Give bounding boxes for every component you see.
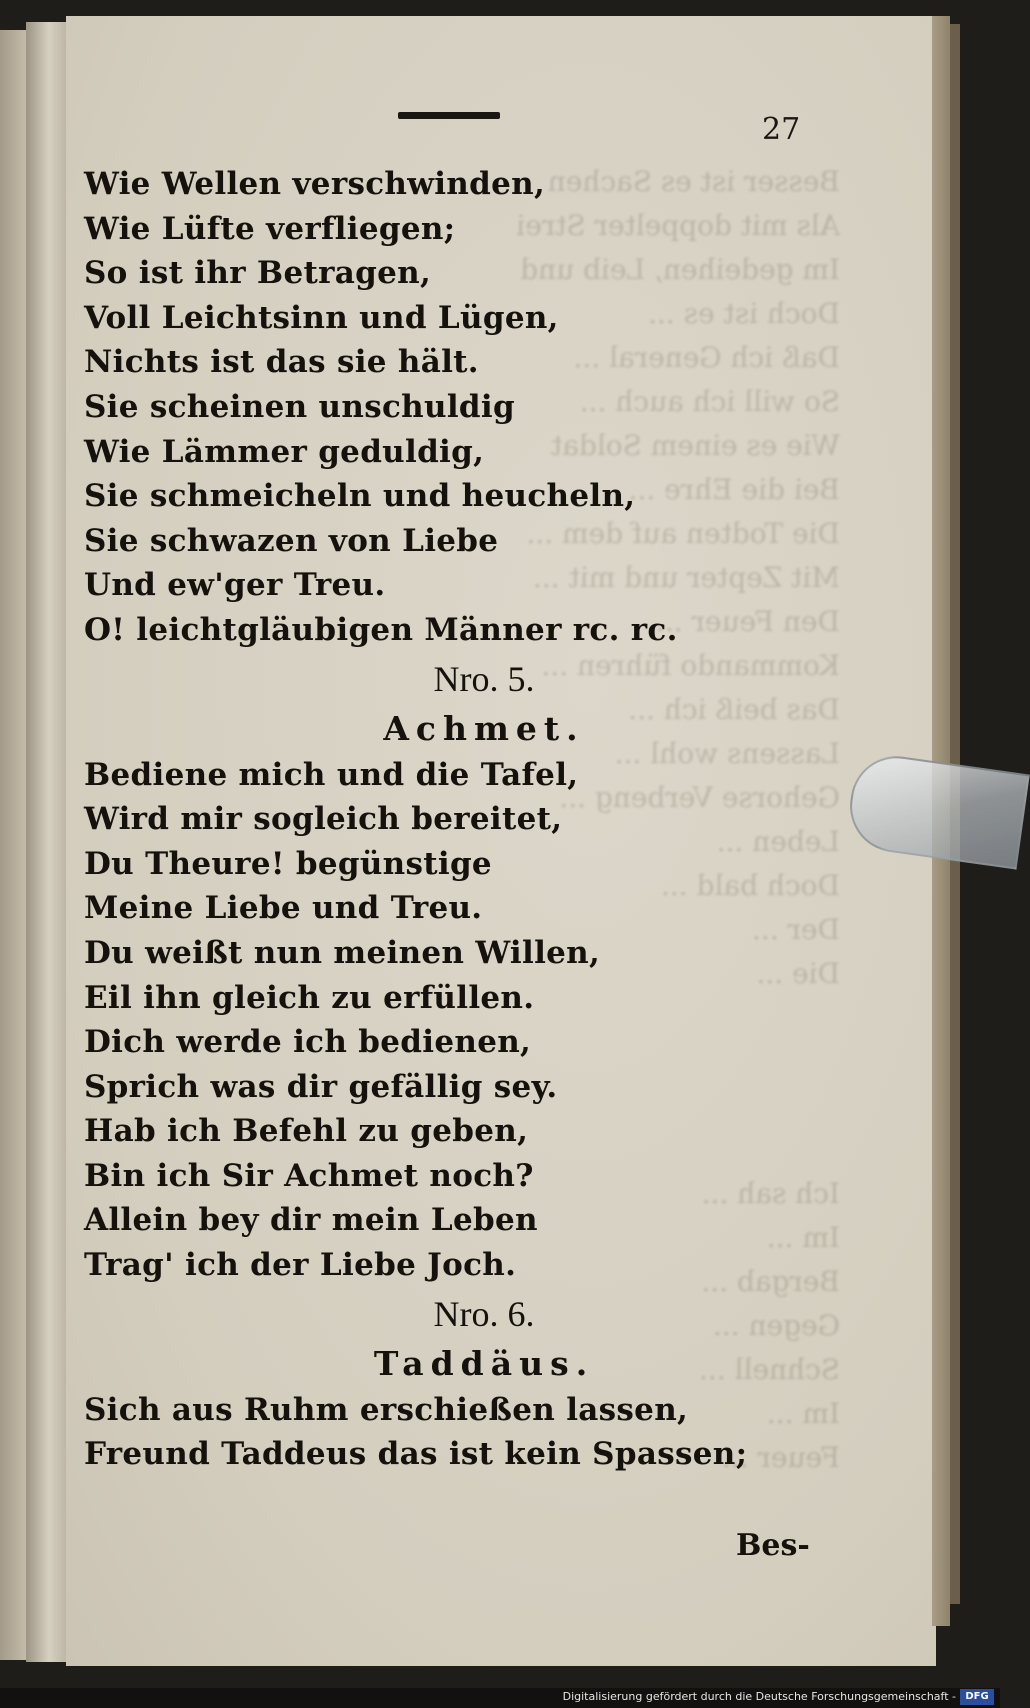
verse-line: Wie Lämmer geduldig, (84, 433, 485, 470)
verse-line: Hab ich Befehl zu geben, (84, 1113, 529, 1150)
verse-line: Du Theure! begünstige (84, 845, 492, 882)
character-name: Taddäus. (373, 1343, 595, 1383)
verse-line: Freund Taddeus das ist kein Spassen; (84, 1436, 748, 1473)
verse-line: Trag' ich der Liebe Joch. (84, 1247, 517, 1284)
page-text (84, 162, 844, 1477)
verse-line: Du weißt nun meinen Willen, (84, 934, 601, 971)
verse-line: Sie scheinen unschuldig (84, 388, 515, 425)
verse-line: Sie schwazen von Liebe (84, 522, 499, 559)
header-rule (398, 112, 500, 119)
verse-line: Meine Liebe und Treu. (84, 890, 483, 927)
verse-line: Dich werde ich bedienen, (84, 1024, 532, 1061)
verse-line: Wird mir sogleich bereitet, (84, 801, 563, 838)
digitization-credit: Digitalisierung gefördert durch die Deutsche Forschungsgemeinschaft - (562, 1690, 956, 1703)
verse-line: Nichts ist das sie hält. (84, 344, 479, 381)
dfg-logo: DFG (960, 1689, 994, 1705)
verse-line: Voll Leichtsinn und Lügen, (84, 299, 559, 336)
verse-line: Bin ich Sir Achmet noch? (84, 1157, 534, 1194)
verse-line: Sie schmeicheln und heucheln, (84, 478, 636, 515)
verse-line: Sprich was dir gefällig sey. (84, 1068, 558, 1105)
verse-line: So ist ihr Betragen, (84, 255, 432, 292)
verse-line: Wie Lüfte verfliegen; (84, 210, 456, 247)
verse-line: Allein bey dir mein Leben (84, 1202, 538, 1239)
verse-line: Wie Wellen verschwinden, (84, 166, 546, 202)
verse-line: Bediene mich und die Tafel, (84, 756, 579, 793)
page-number: 27 (762, 112, 801, 147)
catchword: Bes- (736, 1528, 810, 1563)
section-heading: Nro. 5. (433, 658, 535, 699)
verse-line: O! leichtgläubigen Männer rc. rc. (84, 611, 678, 648)
section-heading: Nro. 6. (433, 1293, 535, 1334)
show-through-text: Besser ist es Sachen Als mit doppelter Strei Im gedeihen, Leib und Doch ist es ... Daß ich General ... So will ich auch ... Wie es einem Soldat Bei die Ehre ... Die Todten auf dem ... Mit Zepter und mit ... Den Feuer ... Kommando führen ... Das beiß ich ... Lassens wohl ... Gehorse Verbeng ... Leben ... Doch bald ... Der ... Die ... Ich sah ... Im ... Bergab ... Gegen ... Schnell ... Im ... Feuer ... (516, 165, 840, 1474)
verse-line: Eil ihn gleich zu erfüllen. (84, 979, 535, 1016)
verse-line: Und ew'ger Treu. (84, 567, 386, 604)
character-name: Achmet. (383, 708, 585, 748)
verse-line: Sich aus Ruhm erschießen lassen, (84, 1391, 689, 1428)
